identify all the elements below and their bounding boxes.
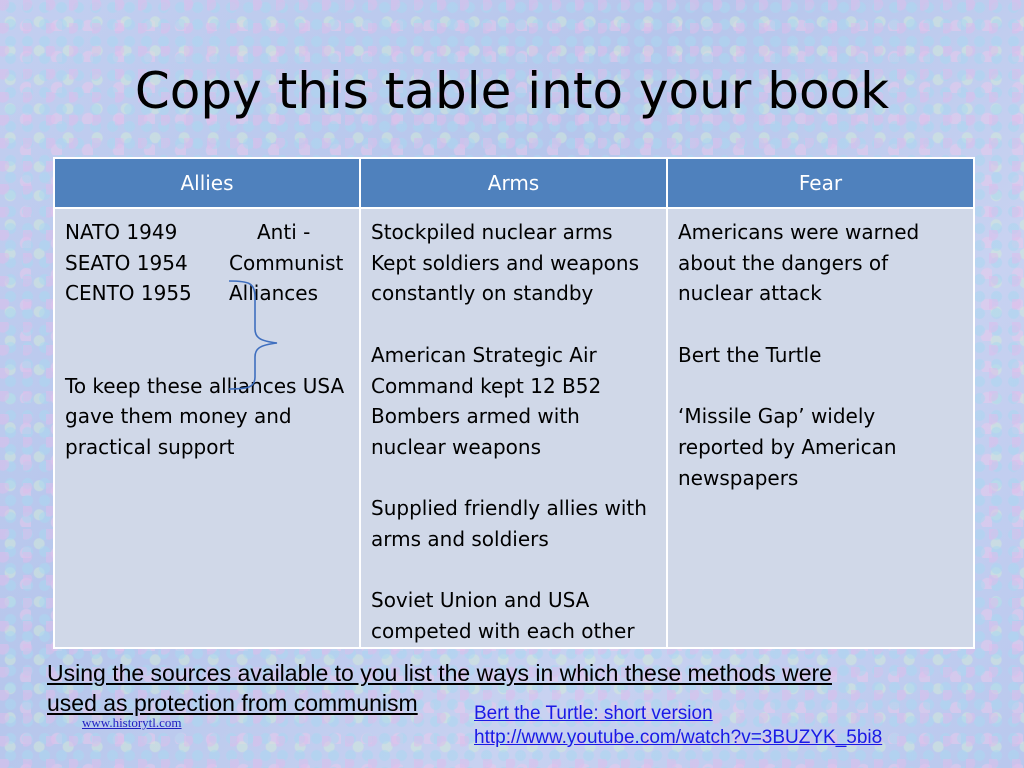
video-title-link[interactable]: Bert the Turtle: short version	[474, 703, 713, 724]
header-row	[54, 158, 974, 208]
historytl-link[interactable]: www.historytl.com	[82, 715, 182, 730]
allies-cell	[54, 208, 360, 648]
alliance-item: SEATO 1954	[65, 250, 188, 275]
alliance-item: NATO 1949	[65, 220, 178, 244]
video-link-block[interactable]	[474, 702, 882, 750]
cold-war-table	[53, 157, 973, 649]
alliance-item: CENTO 1955	[65, 281, 192, 306]
video-url-link[interactable]: http://www.youtube.com/watch?v=3BUZYK_5bi8	[474, 727, 883, 748]
arms-para: American Strategic Air Command kept 12 B52 Bombers armed with nuclear weapons	[371, 342, 602, 459]
arms-para: Stockpiled nuclear arms Kept soldiers and weapons constantly on standby	[371, 220, 640, 306]
arms-cell	[360, 208, 667, 648]
fear-para: Bert the Turtle	[678, 342, 822, 367]
alliance-support-text: To keep these alliances USA gave them money and practical support	[65, 373, 345, 459]
arms-para: Soviet Union and USA competed with each other	[371, 588, 635, 644]
header-arms: Arms	[360, 158, 667, 208]
slide-title: Copy this table into your book	[134, 62, 890, 120]
header-fear: Fear	[667, 158, 974, 208]
content-row	[54, 208, 974, 648]
alliance-list	[65, 217, 229, 309]
fear-para: Americans were warned about the dangers of nuclear attack	[678, 220, 920, 306]
curly-brace-icon	[227, 277, 283, 397]
arms-para: Supplied friendly allies with arms and soldiers	[371, 496, 647, 551]
header-allies: Allies	[54, 158, 360, 208]
fear-para: ‘Missile Gap’ widely reported by American newspapers	[678, 404, 897, 490]
alliance-group-label: Anti - Communist Alliances	[229, 220, 344, 306]
task-instruction: Using the sources available to you list the ways in which these methods were used as protection from communism	[47, 660, 832, 716]
fear-cell	[667, 208, 974, 648]
